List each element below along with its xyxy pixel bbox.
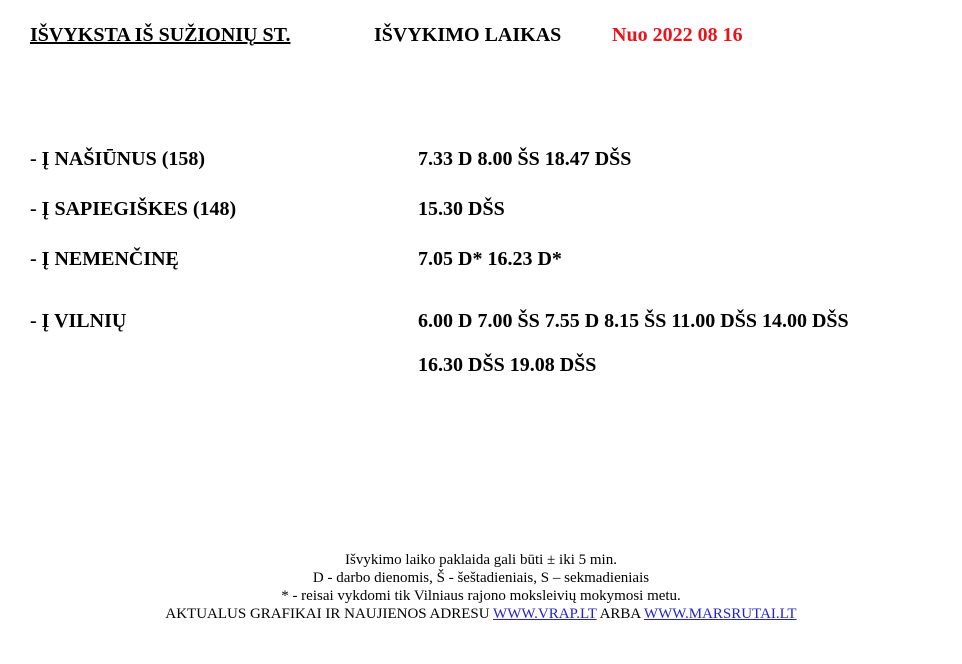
route-destination: - Į NAŠIŪNUS (158): [30, 148, 206, 170]
route-destination: - Į SAPIEGIŠKES (148): [30, 198, 237, 220]
header: [0, 24, 962, 52]
footer-links-line: [0, 605, 962, 623]
footer-links-or: ARBA: [596, 606, 644, 622]
route-times: 6.00 D 7.00 ŠS 7.55 D 8.15 ŠS 11.00 DŠS 14.00 DŠS: [418, 310, 849, 332]
valid-from-date: Nuo 2022 08 16: [612, 24, 743, 46]
marsrutai-link[interactable]: WWW.MARSRUTAI.LT: [643, 606, 797, 622]
route-times: 15.30 DŠS: [418, 198, 505, 220]
route-times: 7.33 D 8.00 ŠS 18.47 DŠS: [418, 148, 632, 170]
route-destination: - Į VILNIŲ: [30, 310, 127, 332]
footer-tolerance-note: Išvykimo laiko paklaida gali būti ± iki 5 min.: [345, 552, 617, 568]
footer-legend: D - darbo dienomis, Š - šeštadieniais, S – sekmadieniais: [312, 570, 650, 586]
departure-time-label: IŠVYKIMO LAIKAS: [374, 24, 562, 46]
footer-notes: [0, 551, 962, 623]
footer-links-prefix: AKTUALUS GRAFIKAI IR NAUJIENOS ADRESU: [165, 606, 494, 622]
stop-title: IŠVYKSTA IŠ SUŽIONIŲ ST.: [30, 24, 291, 46]
route-destination: - Į NEMENČINĘ: [30, 248, 179, 270]
footer-asterisk-note: * - reisai vykdomi tik Vilniaus rajono moksleivių mokymosi metu.: [281, 588, 681, 604]
vrap-link[interactable]: WWW.VRAP.LT: [493, 606, 597, 622]
route-times: 7.05 D* 16.23 D*: [418, 248, 562, 270]
route-times-continued: 16.30 DŠS 19.08 DŠS: [418, 354, 597, 376]
